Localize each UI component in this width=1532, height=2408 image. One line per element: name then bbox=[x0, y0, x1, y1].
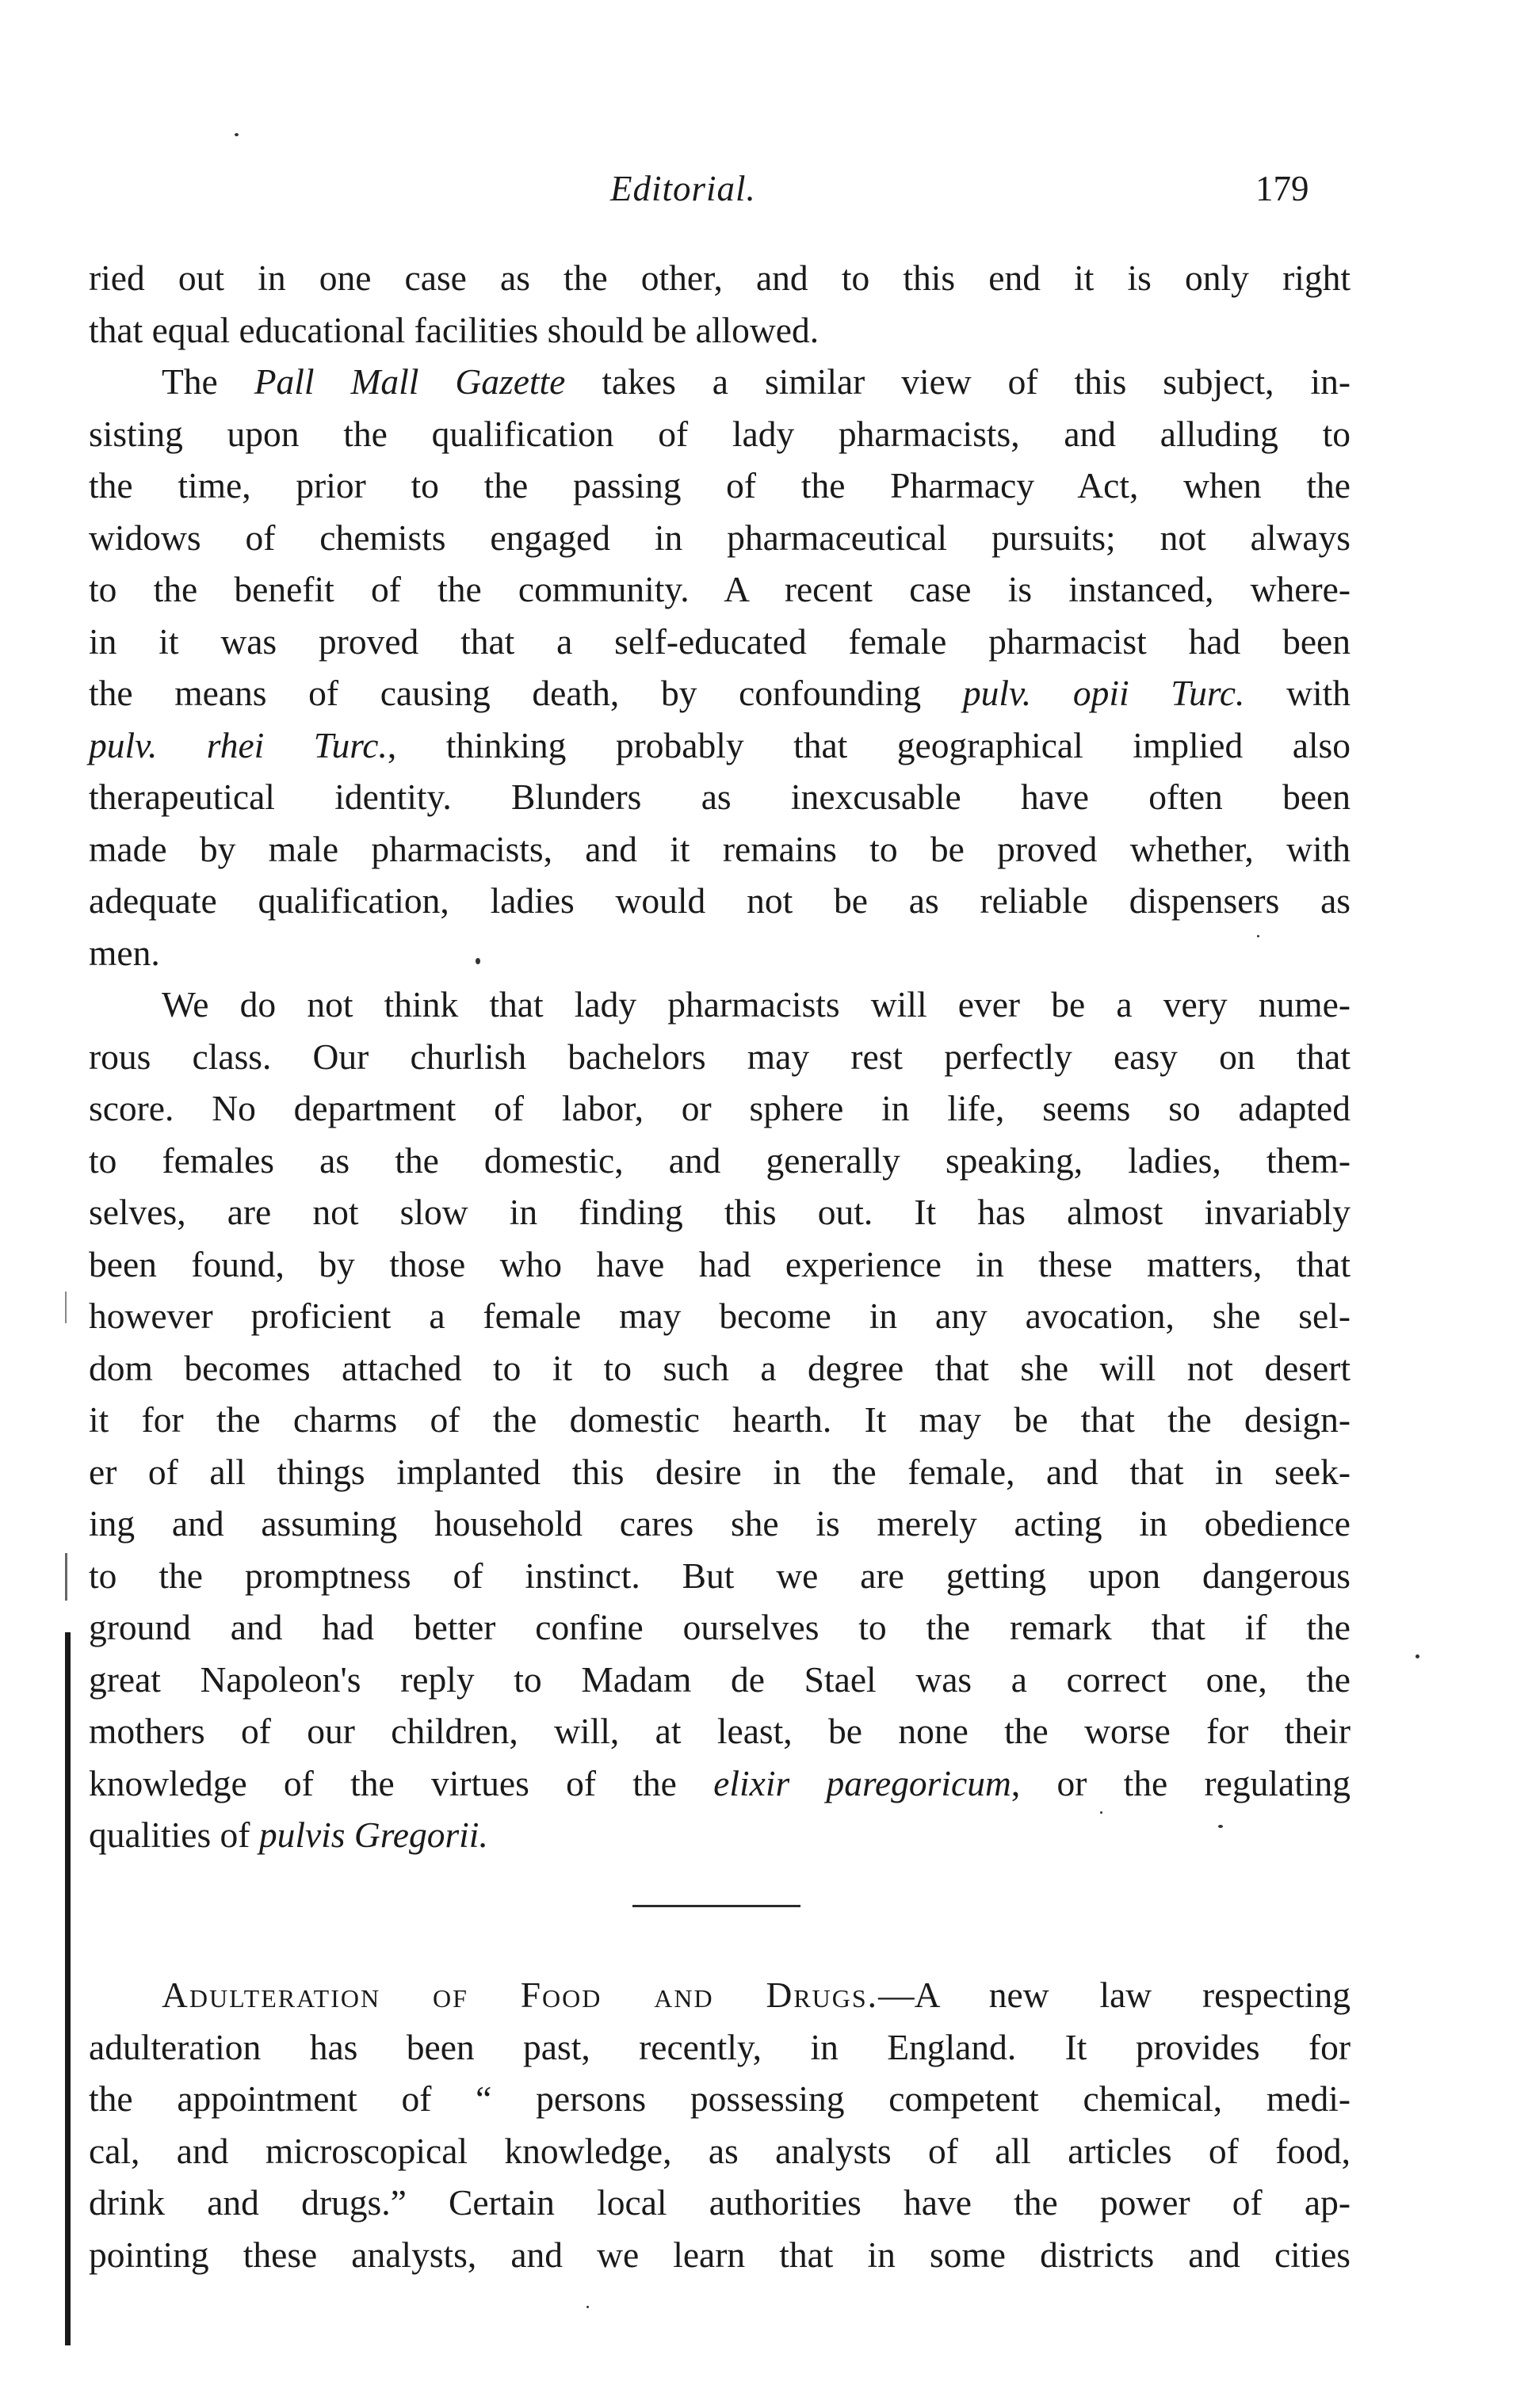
italic-term: elixir paregoricum bbox=[713, 1762, 1011, 1803]
section-heading: Adulteration of Food and Drugs. bbox=[162, 1975, 879, 2015]
text-line: sisting upon the qualification of lady pharmacists, and alluding to bbox=[89, 413, 1351, 454]
text-line: made by male pharmacists, and it remains to be proved whether, with bbox=[89, 828, 1351, 869]
running-head bbox=[0, 168, 1532, 223]
text-line: adequate qualification, ladies would not be as reliable dispensers as bbox=[89, 880, 1351, 921]
italic-term: pulvis Gregorii. bbox=[258, 1815, 488, 1855]
text-line: in it was proved that a self-educated female pharmacist had been bbox=[89, 620, 1351, 662]
text-line: that equal educational facilities should be allowed. bbox=[89, 309, 819, 350]
text-line: qualities of pulvis Gregorii. bbox=[89, 1815, 488, 1855]
page-number: 179 bbox=[1255, 169, 1309, 208]
text-line: score. No department of labor, or sphere in life, seems so adapted bbox=[89, 1088, 1351, 1128]
text-line: men. bbox=[89, 932, 160, 973]
text-line: the time, prior to the passing of the Pharmacy Act, when the bbox=[89, 465, 1351, 506]
print-speck bbox=[1415, 1654, 1419, 1658]
text-line: been found, by those who have had experience in these matters, that bbox=[89, 1243, 1351, 1284]
text-line: pointing these analysts, and we learn that in some districts and cities bbox=[89, 2234, 1351, 2275]
text-line: er of all things implanted this desire in the female, and that in seek- bbox=[89, 1451, 1351, 1492]
text-line: widows of chemists engaged in pharmaceutical pursuits; not always bbox=[89, 517, 1351, 558]
text-line: mothers of our children, will, at least, be none the worse for their bbox=[89, 1711, 1351, 1751]
section-divider bbox=[632, 1905, 800, 1907]
text-line: the appointment of “ persons possessing competent chemical, medi- bbox=[89, 2078, 1351, 2119]
text-line: ing and assuming household cares she is merely acting in obedience bbox=[89, 1503, 1351, 1544]
italic-term: pulv. rhei Turc. bbox=[89, 724, 388, 765]
text-line: drink and drugs.” Certain local authorities have the power of ap- bbox=[89, 2182, 1351, 2223]
text-line bbox=[89, 1969, 1351, 2021]
italic-term: pulv. opii Turc. bbox=[962, 673, 1245, 713]
text-line: to females as the domestic, and generally speaking, ladies, them- bbox=[89, 1139, 1351, 1181]
text-line: ried out in one case as the other, and to this end it is only right bbox=[89, 258, 1351, 298]
text-line: it for the charms of the domestic hearth. It may be that the design- bbox=[89, 1399, 1351, 1440]
text-line: ground and had better confine ourselves to the remark that if the bbox=[89, 1607, 1351, 1647]
text-line: dom becomes attached to it to such a degree that she will not desert bbox=[89, 1347, 1351, 1388]
print-speck bbox=[586, 2306, 589, 2308]
adulteration-section bbox=[89, 1969, 1351, 2280]
text-line: the means of causing death, by confounding pulv. opii Turc. with bbox=[89, 673, 1351, 713]
print-speck bbox=[235, 133, 239, 136]
text-line: however proficient a female may become in any avocation, she sel- bbox=[89, 1296, 1351, 1336]
text-line: selves, are not slow in finding this out. It has almost invariably bbox=[89, 1192, 1351, 1232]
binding-shadow bbox=[65, 1553, 67, 1601]
text-line: to the promptness of instinct. But we are getting upon dangerous bbox=[89, 1555, 1351, 1596]
text-line: cal, and microscopical knowledge, as analysts of all articles of food, bbox=[89, 2130, 1351, 2171]
text-line: therapeutical identity. Blunders as inexcusable have often been bbox=[89, 777, 1351, 817]
text-line: great Napoleon's reply to Madam de Stael was a correct one, the bbox=[89, 1658, 1351, 1700]
text-line: to the benefit of the community. A recent case is instanced, where- bbox=[89, 569, 1351, 609]
running-title: Editorial. bbox=[610, 169, 756, 208]
text-run: —A new law respecting bbox=[878, 1975, 1351, 2015]
text-line: The Pall Mall Gazette takes a similar view of this subject, in- bbox=[162, 361, 1351, 402]
text-line: adulteration has been past, recently, in England. It provides for bbox=[89, 2026, 1351, 2067]
binding-shadow bbox=[65, 1292, 67, 1323]
text-line: rous class. Our churlish bachelors may rest perfectly easy on that bbox=[89, 1036, 1351, 1077]
text-line: knowledge of the virtues of the elixir paregoricum, or the regulating bbox=[89, 1762, 1351, 1803]
binding-shadow bbox=[65, 1632, 71, 2345]
italic-title: Pall Mall Gazette bbox=[254, 361, 566, 402]
text-line: pulv. rhei Turc., thinking probably that geographical implied also bbox=[89, 724, 1351, 765]
editorial-text bbox=[89, 252, 1351, 1861]
text-line: We do not think that lady pharmacists will ever be a very nume- bbox=[162, 984, 1351, 1025]
